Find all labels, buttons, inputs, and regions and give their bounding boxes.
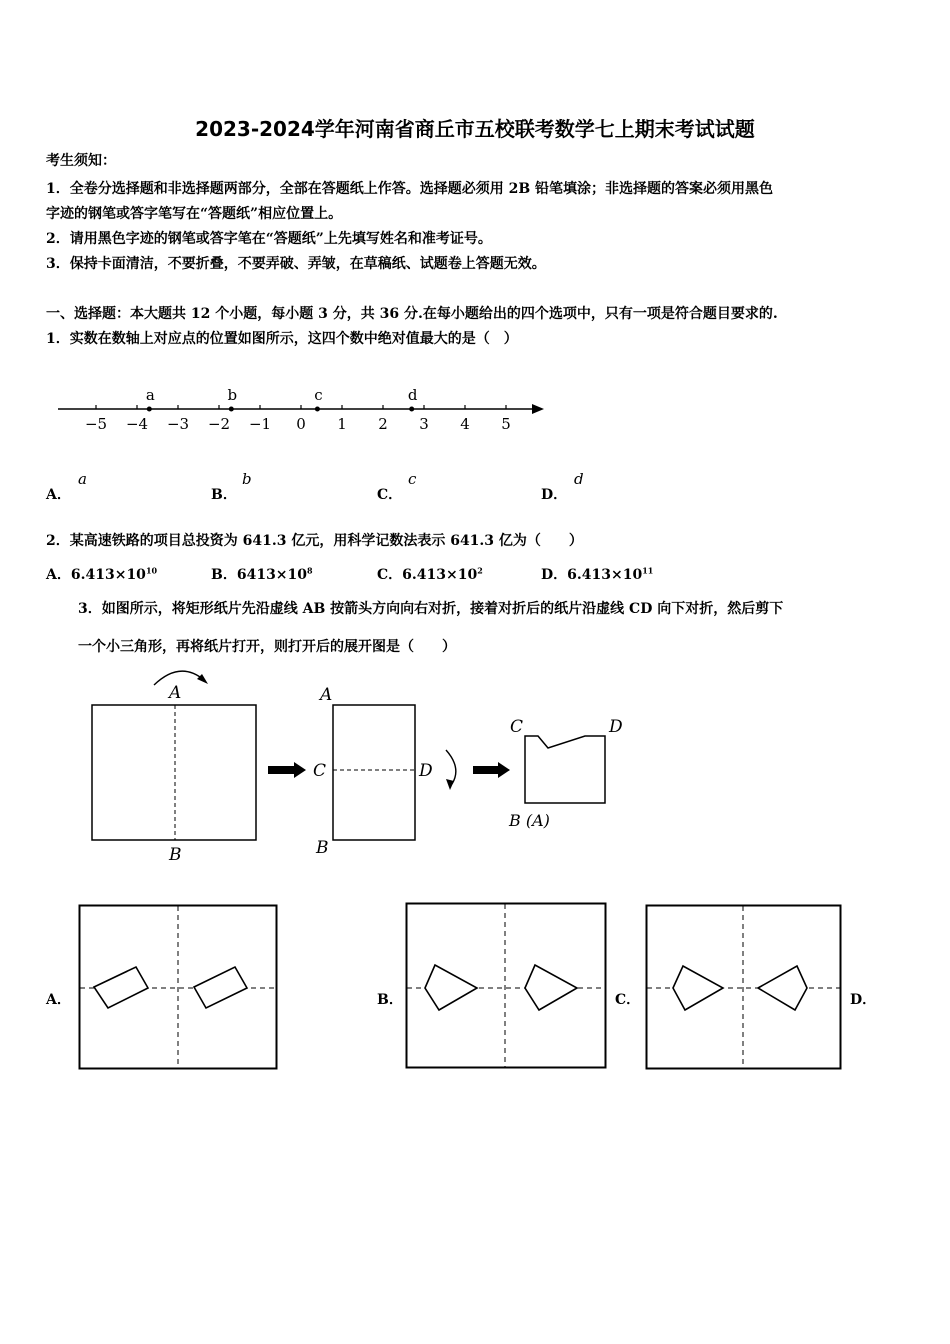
tick-label: 1: [337, 415, 347, 433]
tick-label: −3: [166, 415, 190, 433]
panel-d-left-shape: [673, 966, 723, 1010]
q2-option-a-exp: 10: [145, 565, 158, 576]
label-ba-step3: B (A): [509, 811, 550, 830]
q1-option-a-letter: A．: [46, 487, 71, 503]
label-a-step1: A: [169, 683, 182, 703]
axis-arrow-icon: [532, 404, 544, 414]
tick-label: 3: [419, 415, 429, 433]
q1-stem: 1．实数在数轴上对应点的位置如图所示，这四个数中绝对值最大的是（ ）: [46, 331, 518, 347]
q3-option-a-panel: [78, 904, 278, 1072]
q2-option-a-letter: A．: [46, 567, 71, 583]
point-label-a: a: [145, 386, 155, 404]
label-b-step1: B: [169, 845, 182, 865]
point-a: [147, 407, 152, 412]
q2-option-d-exp: 11: [642, 565, 654, 576]
panel-d-right-shape: [758, 966, 807, 1010]
q1-option-c-letter: C．: [377, 487, 403, 503]
tick-label: 2: [378, 415, 388, 433]
q2-option-c-exp: 2: [477, 565, 483, 576]
q1-option-d-value: d: [574, 470, 584, 488]
fold-down-arrowhead-icon: [446, 779, 454, 790]
label-b-step2: B: [316, 838, 329, 858]
section-heading: 一、选择题：本大题共 12 个小题，每小题 3 分，共 36 分.在每小题给出的四个选项中，只有一项是符合题目要求的.: [46, 306, 778, 322]
q1-option-a-value: a: [78, 470, 87, 488]
q2-option-c-base: 6.413×10: [402, 567, 478, 583]
tick-label: −4: [125, 415, 149, 433]
tick-label: 0: [296, 415, 306, 433]
q3-option-b-letter: B．: [377, 992, 403, 1008]
panel-b-right-shape: [525, 965, 577, 1010]
tick-label: 4: [460, 415, 470, 433]
q2-stem: 2．某高速铁路的项目总投资为 641.3 亿元，用科学记数法表示 641.3 亿为（ ）: [46, 533, 583, 549]
q2-option-c-letter: C．: [377, 567, 403, 583]
page-title: 2023-2024学年河南省商丘市五校联考数学七上期末考试试题: [195, 117, 755, 141]
tick-label: −5: [84, 415, 108, 433]
tick-label: −2: [207, 415, 231, 433]
label-c-step2: C: [313, 761, 327, 781]
label-d-step2: D: [419, 761, 433, 781]
q2-option-d-base: 6.413×10: [567, 567, 643, 583]
notice-line-2: 2．请用黑色字迹的钢笔或答字笔在“答题纸”上先填写姓名和准考证号。: [46, 231, 492, 247]
q2-option-b-base: 6413×10: [236, 567, 308, 583]
process-arrow-2-icon: [473, 762, 510, 778]
panel-a-left-shape: [94, 967, 148, 1008]
q3-option-d-panel: [645, 904, 843, 1072]
point-label-b: b: [227, 386, 238, 404]
q2-option-a-base: 6.413×10: [70, 567, 146, 583]
q3-option-b-panel: [405, 902, 608, 1070]
q2-option-b-exp: 8: [307, 565, 313, 576]
notice-line-1a: 1．全卷分选择题和非选择题两部分，全部在答题纸上作答。选择题必须用 2B 铅笔填涂；非选择题的答案必须用黑色: [46, 181, 774, 197]
notice-heading: 考生须知：: [46, 153, 116, 169]
tick-label: 5: [501, 415, 511, 433]
fold-down-arrow-icon: [446, 750, 456, 784]
q2-option-a: [46, 564, 157, 584]
folding-process-figure: [80, 660, 640, 870]
tick-label: −1: [248, 415, 272, 433]
panel-a-right-shape: [194, 967, 247, 1008]
label-d-step3: D: [609, 717, 623, 737]
point-c: [315, 407, 320, 412]
q1-option-d-letter: D．: [541, 487, 568, 503]
paper-step-3-cut: [525, 736, 605, 803]
q2-option-d: [541, 564, 653, 584]
paper-step-2: [333, 705, 415, 840]
q1-option-c-value: c: [408, 470, 417, 488]
label-a-step2: A: [320, 685, 333, 705]
label-c-step3: C: [510, 717, 524, 737]
q2-option-b: [211, 564, 313, 584]
q3-option-d-letter: D．: [850, 992, 877, 1008]
notice-line-1b: 字迹的钢笔或答字笔写在“答题纸”相应位置上。: [46, 206, 343, 222]
paper-step-1: [92, 705, 256, 840]
q2-option-c: [377, 564, 483, 584]
q3-stem-line-2: 一个小三角形，再将纸片打开，则打开后的展开图是（ ）: [78, 639, 456, 655]
q2-option-b-letter: B．: [211, 567, 237, 583]
point-label-d: d: [407, 386, 418, 404]
point-d: [409, 407, 414, 412]
q3-stem-line-1: 3．如图所示，将矩形纸片先沿虚线 AB 按箭头方向向右对折，接着对折后的纸片沿虚线 CD 向下对折，然后剪下: [78, 601, 784, 617]
point-label-c: c: [314, 386, 323, 404]
notice-line-3: 3．保持卡面清洁，不要折叠，不要弄破、弄皱，在草稿纸、试题卷上答题无效。: [46, 256, 546, 272]
point-b: [229, 407, 234, 412]
q3-option-c-letter: C．: [615, 992, 641, 1008]
q1-option-b-letter: B．: [211, 487, 237, 503]
panel-b-left-shape: [425, 965, 477, 1010]
q1-option-b-value: b: [242, 470, 252, 488]
q2-option-d-letter: D．: [541, 567, 568, 583]
process-arrow-1-icon: [268, 762, 306, 778]
number-line-figure: [50, 380, 550, 440]
q3-option-a-letter: A．: [46, 992, 71, 1008]
